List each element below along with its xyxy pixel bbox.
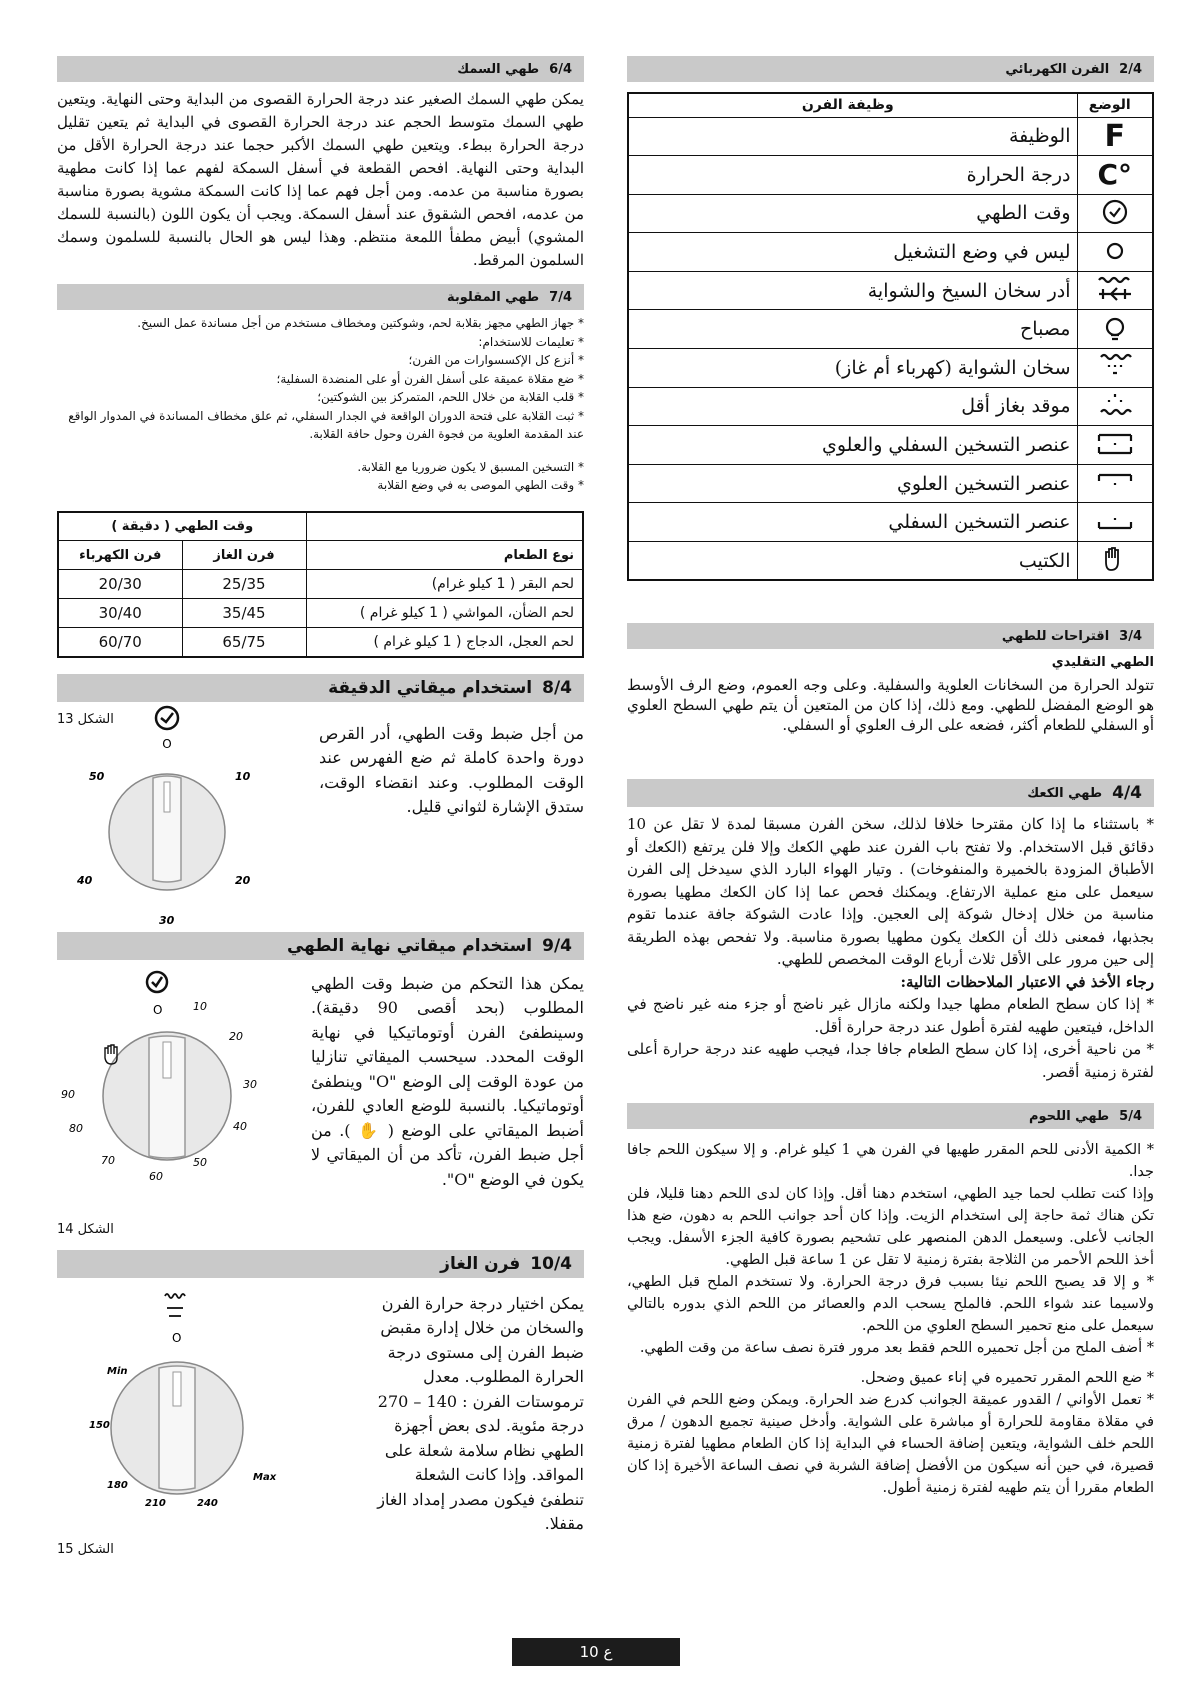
- table-row: [628, 542, 1153, 581]
- table-row: [628, 387, 1153, 426]
- dial-marker: [173, 1372, 181, 1406]
- paragraph: تتولد الحرارة من السخانات العلوية والسفلية. وعلى وجه العموم، وضع الرف الأوسط هو الوضع المفضل للطهي. ومع ذلك، إذا كان من المتعين أن يتم طهي السطح العلوي أو السفلي للطعام أكثر، فضعه على الرف العلوي أو السفلي.: [627, 676, 1154, 735]
- clock-icon: [1095, 195, 1135, 229]
- table-row: [628, 194, 1153, 233]
- burner-icon: [1095, 388, 1135, 422]
- section-bar-suggestions: [627, 623, 1154, 649]
- dial-label-20: 20: [229, 1029, 243, 1043]
- dial-label-50: 50: [193, 1155, 207, 1169]
- section-number: 10/4: [530, 1253, 572, 1274]
- top-heat-icon: [1095, 465, 1135, 499]
- section-number: 9/4: [542, 935, 572, 956]
- suggestions-text: [627, 649, 1154, 735]
- section-title: استخدام ميقاتي نهاية الطهي: [286, 935, 533, 956]
- table-row: [628, 117, 1153, 156]
- dial-label-max: Max: [253, 1471, 277, 1483]
- table-row: [58, 599, 583, 628]
- section-bar-modes: [627, 56, 1154, 82]
- paragraph: * تعمل الأواني / القدور عميقة الجوانب كدرع ضد الحرارة. ويمكن وضع اللحم في الفرن في مقلاة مقاومة للحرارة أو مباشرة على الشواية. وأدخل صينية تجميع الدهون / مرق اللحم خلف الشواية، ويتعين إضافة الحساء في البداية إذا كان الطعام مطهيا لفترة زمنية قصيرة، في حين أنه سيكون من الأفضل إضافة الشربة في نصف الساعة الأخيرة إذا كان الطعام مقررا أن يتم طهيه لفترة زمنية أطول.: [627, 1392, 1154, 1497]
- section-title: الفرن الكهربائي: [1005, 61, 1110, 77]
- table-header-row: [58, 541, 583, 570]
- section-bar-meat: [627, 1103, 1154, 1129]
- gas-time-cell: 35/45: [182, 599, 306, 628]
- mode-label: عنصر التسخين العلوي: [628, 464, 1077, 503]
- section-number: 7/4: [549, 289, 572, 305]
- section-number: 4/4: [1112, 783, 1142, 804]
- section-bar-end-timer: [57, 932, 584, 960]
- mode-symbol-cell: [1077, 117, 1153, 156]
- bullet-item: * جهاز الطهي مجهز بقلابة لحم، وشوكتين ومخطاف مستخدم من أجل مساندة عمل السيخ.: [137, 316, 584, 330]
- section-bar-cake: [627, 779, 1154, 807]
- end-timer-dial[interactable]: [57, 968, 287, 1198]
- section-title: اقتراحات للطهي: [1001, 628, 1110, 644]
- dial-label-40: 40: [233, 1119, 247, 1133]
- bottom-heat-icon: [1095, 504, 1135, 538]
- minute-timer-text: من أجل ضبط وقت الطهي، أدر القرص دورة واحدة كاملة ثم ضع الفهرس عند الوقت المطلوب. وعند انقضاء الوقت، ستدق الإشارة لثواني قليل.: [319, 723, 584, 816]
- paragraph: * الكمية الأدنى للحم المقرر طهيها في الفرن هي 1 كيلو غرام. و إلا سيكون اللحم جافا جدا.: [627, 1142, 1154, 1181]
- grill-icon: [1095, 349, 1135, 383]
- col-food: نوع الطعام: [306, 541, 583, 570]
- bullet-item: * التسخين المسبق لا يكون ضروريا مع القلابة.: [357, 459, 584, 474]
- section-number: 5/4: [1119, 1108, 1142, 1124]
- mode-label: الكتيب: [628, 542, 1077, 581]
- spit-grill-icon: [1095, 272, 1135, 306]
- meat-text: [627, 1129, 1154, 1499]
- paragraph: * أضف الملح من أجل تحميره اللحم فقط بعد مرور فترة نصف ساعة من وقت الطهي.: [639, 1340, 1154, 1357]
- dial-label-50: 50: [89, 769, 105, 783]
- dial-marker: [163, 1042, 171, 1078]
- dial-label-10: 10: [235, 769, 251, 783]
- dial-label-150: 150: [89, 1419, 110, 1431]
- section-bar-fish: [57, 56, 584, 82]
- table-row: [628, 464, 1153, 503]
- group-header: وقت الطهي ( دقيقة ): [58, 512, 306, 541]
- bullet-item: * أنزع كل الإكسسوارات من الفرن؛: [408, 353, 584, 367]
- col-gas: فرن الغاز: [182, 541, 306, 570]
- mode-symbol-cell: [1077, 349, 1153, 388]
- mode-symbol-cell: [1077, 387, 1153, 426]
- table-row: [628, 233, 1153, 272]
- paragraph: * باستثناء ما إذا كان مقترحا خلافا لذلك، سخن الفرن مسبقا لمدة لا تقل عن 10 دقائق قبل الاستخدام. ولا تفتح باب الفرن عند طهي الكعك وإلا فلن يرتفع (الكعك أو الأطباق المزودة بالخميرة والمنفوخات) . وتيار الهواء البارد الذي سيدخل إلى الفرن سيعمل على منع عملية الارتفاع. ويمكنك فحص عما إذا كان الكعك مطهيا بصورة مناسبة من خلال إدخال شوكة إلى العجين. وإذا عادت الشوكة جافة عندما تقوم بجذبها، فمعنى ذلك أن الكعك يكون مطهيا بصورة مناسبة. ولا تفحص بهذه الطريقة إلى حين مرور على الأقل ثلاث أرباع الوقت المخصص للطهي.: [627, 815, 1154, 969]
- mode-label: مصباح: [628, 310, 1077, 349]
- paragraph: * إذا كان سطح الطعام مطها جيدا ولكنه مازال غير ناضج أو جزء منه غير ناضج في الداخل، فيتعين طهيه لفترة أطول عند درجة حرارة أقل.: [627, 995, 1154, 1036]
- table-row: [58, 570, 583, 599]
- mode-symbol-cell: [1077, 194, 1153, 233]
- dial-label-70: 70: [101, 1153, 115, 1167]
- mode-symbol-cell: [1077, 271, 1153, 310]
- rotisserie-notes: [57, 444, 584, 495]
- mode-label: وقت الطهي: [628, 194, 1077, 233]
- mode-symbol-cell: [1077, 233, 1153, 272]
- fish-text: يمكن طهي السمك الصغير عند درجة الحرارة القصوى من البداية وحتى النهاية. ويتعين طهي السمك متوسط الحجم عند درجة الحرارة القصوى في البداية ثم يتعين تقليل درجة الحرارة ببطء. ويتعين طهي السمك الأكبر حجما عند درجة الحرارة الأقل من البداية وحتى النهاية. افحص القطعة في أسفل السمكة لفهم عما إذا كانت مطهية بصورة مناسبة من عدمه. ومن أجل فهم عما إذا كانت السمكة مشوية بصورة مناسبة من عدمه، افحص الشقوق عند أسفل السمكة. ويجب أن يكون اللون (بالنسبة للسمك المشوي) أبيض مطفأ اللمعة منتظم. وهذا ليس هو الحال بالنسبة للسلمون وسمك السلمون المرقط.: [57, 90, 584, 269]
- col-electric: فرن الكهرباء: [58, 541, 182, 570]
- dial-label-0: O: [153, 1002, 163, 1017]
- gas-time-cell: 65/75: [182, 628, 306, 657]
- mode-label: عنصر التسخين السفلي والعلوي: [628, 426, 1077, 465]
- dial-label-90: 90: [61, 1087, 75, 1101]
- bullet-item: * تعليمات للاستخدام:: [478, 334, 584, 349]
- mode-symbol-cell: [1077, 156, 1153, 195]
- dial-label-10: 10: [193, 999, 207, 1013]
- section-bar-gas-oven: [57, 1250, 584, 1278]
- lamp-icon: [1095, 311, 1135, 345]
- dial-label-60: 60: [149, 1169, 163, 1183]
- clock-icon: [147, 972, 167, 992]
- dial-label-240: 240: [197, 1497, 218, 1509]
- dial-label-30: 30: [243, 1077, 257, 1091]
- mode-symbol-cell: [1077, 464, 1153, 503]
- food-cell: لحم العجل، الدجاج ( 1 كيلو غرام ): [306, 628, 583, 657]
- figure-label: الشكل 15: [57, 1541, 114, 1557]
- col-function: وظيفة الفرن: [628, 93, 1077, 117]
- mode-label: الوظيفة: [628, 117, 1077, 156]
- col-mode: الوضع: [1077, 93, 1153, 117]
- dial-label-0: O: [162, 736, 172, 751]
- mode-label: ليس في وضع التشغيل: [628, 233, 1077, 272]
- end-timer-block: [57, 960, 584, 1250]
- function-icon: F: [1104, 118, 1125, 154]
- paragraph: وإذا كنت تطلب لحما جيد الطهي، استخدم دهنا أقل. وإذا كان لدى اللحم دهنا قليلا، فلن تكن هناك ثمة حاجة إلى استخدام الزيت. وإذا كان أحد جوانب اللحم به دهون، ضع هذا الجانب لأعلى. وسيعمل الدهن المنصهر على تشحيم بصورة كافية الجزء الأسفل. ويجب أخذ اللحم الأحمر من الثلاجة بفترة زمنية لا تقل عن 1 ساعة قبل الطهي.: [627, 1186, 1154, 1269]
- table-row: [628, 156, 1153, 195]
- section-title: طهي المقلوبة: [447, 289, 540, 305]
- section-bar-minute-timer: [57, 674, 584, 702]
- bullet-item: * ضع مقلاة عميقة على أسفل الفرن أو على المنضدة السفلية؛: [276, 371, 584, 386]
- table-row: [628, 503, 1153, 542]
- table-header-row: [628, 93, 1153, 117]
- page-number: ع 10: [512, 1638, 680, 1666]
- section-title: طهي الكعك: [1027, 785, 1103, 801]
- food-cell: لحم الضأن، المواشي ( 1 كيلو غرام ): [306, 599, 583, 628]
- gas-oven-text: يمكن اختيار درجة حرارة الفرن والسخان من خلال إدارة مقبض ضبط الفرن إلى مستوى درجة الحرارة المطلوب. معدل ترموستات الفرن : 140 – 270 درجة مئوية. لدى بعض أجهزة الطهي نظام سلامة شعلة على المواقد. وإذا كانت الشعلة تنطفئ فيكون مصدر إمداد الغاز مقفلا.: [377, 1293, 584, 1533]
- table-row: [628, 310, 1153, 349]
- gas-oven-block: [57, 1278, 584, 1618]
- mode-label: موقد بغاز أقل: [628, 387, 1077, 426]
- dial-label-30: 30: [159, 913, 175, 927]
- mode-symbol-cell: [1077, 310, 1153, 349]
- mode-label: سخان الشواية (كهرباء أم غاز): [628, 349, 1077, 388]
- table-header-row: [58, 512, 583, 541]
- dial-label-20: 20: [235, 873, 251, 887]
- gas-thermostat-dial[interactable]: [57, 1288, 287, 1528]
- gas-time-cell: 25/35: [182, 570, 306, 599]
- hand-icon: [1095, 542, 1135, 576]
- subheading: رجاء الأخذ في الاعتبار الملاحظات التالية:: [900, 972, 1154, 991]
- minute-timer-dial[interactable]: [57, 702, 277, 930]
- right-column: [627, 56, 1154, 1499]
- food-cell: لحم البقر ( 1 كيلو غرام): [306, 570, 583, 599]
- burner-icon: [165, 1294, 185, 1316]
- section-bar-rotisserie: [57, 284, 584, 310]
- section-number: 3/4: [1119, 628, 1142, 644]
- dial-label-180: 180: [107, 1479, 128, 1491]
- table-row: [628, 426, 1153, 465]
- cake-text: [627, 807, 1154, 1083]
- rotisserie-instructions: [57, 310, 584, 444]
- electric-time-cell: 30/40: [58, 599, 182, 628]
- section-title: طهي السمك: [457, 61, 540, 77]
- paragraph: * من ناحية أخرى، إذا كان سطح الطعام جافا جدا، فيجب طهيه عند درجة حرارة أعلى لفترة زمنية أقصر.: [627, 1040, 1154, 1081]
- end-timer-text: يمكن هذا التحكم من ضبط وقت الطهي المطلوب (بحد أقصى 90 دقيقة). وسينطفئ الفرن أوتوماتيكيا في نهاية الوقت المحدد. سيحسب الميقاتي تنازليا من عودة الوقت إلى الوضع "O" وينطفئ أوتوماتيكيا. بالنسبة للوضع العادي للفرن، أضبط الميقاتي على الوضع ( ✋ ). من أجل ضبط الفرن، تأكد من أن الميقاتي لا يكون في الوضع "O".: [311, 973, 585, 1189]
- section-number: 8/4: [542, 677, 572, 698]
- mode-symbol-cell: [1077, 426, 1153, 465]
- oven-modes-table: [627, 92, 1154, 581]
- dial-marker: [164, 782, 170, 812]
- dial-label-off: O: [172, 1330, 182, 1345]
- mode-label: أدر سخان السيخ والشواية: [628, 271, 1077, 310]
- bullet-item: * وقت الطهي الموصى به في وضع القلابة: [377, 478, 584, 492]
- mode-symbol-cell: [1077, 503, 1153, 542]
- section-title: استخدام ميقاتي الدقيقة: [328, 677, 533, 698]
- off-icon: [1095, 234, 1135, 268]
- empty-cell: [306, 512, 583, 541]
- dial-label-80: 80: [69, 1121, 83, 1135]
- section-title: طهي اللحوم: [1028, 1108, 1110, 1124]
- electric-time-cell: 20/30: [58, 570, 182, 599]
- figure-label: الشكل 14: [57, 1221, 114, 1237]
- mode-label: عنصر التسخين السفلي: [628, 503, 1077, 542]
- dial-label-210: 210: [145, 1497, 166, 1509]
- table-row: [628, 271, 1153, 310]
- table-row: [628, 349, 1153, 388]
- clock-icon: [156, 707, 178, 729]
- section-number: 6/4: [549, 61, 572, 77]
- section-number: 2/4: [1119, 61, 1142, 77]
- figure-label: الشكل 13: [57, 711, 114, 727]
- paragraph: * ضع اللحم المقرر تحميره في إناء عميق وضحل.: [860, 1370, 1154, 1387]
- mode-symbol-cell: [1077, 542, 1153, 581]
- mode-label: درجة الحرارة: [628, 156, 1077, 195]
- temperature-icon: °C: [1097, 158, 1133, 192]
- bullet-item: * قلب القلابة من خلال اللحم، المتمركز بين الشوكتين؛: [317, 390, 584, 404]
- left-column: [57, 56, 584, 1618]
- electric-time-cell: 60/70: [58, 628, 182, 657]
- section-title: فرن الغاز: [440, 1253, 521, 1274]
- rotisserie-time-table: [57, 511, 584, 658]
- dial-label-min: Min: [107, 1365, 128, 1377]
- dial-label-40: 40: [77, 873, 93, 887]
- table-row: [58, 628, 583, 657]
- paragraph: * و إلا قد يصبح اللحم نيئا بسبب فرق درجة الحرارة. ولا تستخدم الملح قبل الطهي، ولاسيما عند شواء اللحم. فالملح يسحب الدم والعصائر من اللحم الذي بدوره بالتالي سيعمل على منع تحمير السطح العلوي من اللحم.: [627, 1274, 1154, 1335]
- minute-timer-block: [57, 702, 584, 932]
- top-bottom-heat-icon: [1095, 427, 1135, 461]
- subheading: الطهي التقليدي: [1051, 655, 1154, 671]
- bullet-item: * ثبت القلابة على فتحة الدوران الواقعة في الجدار السفلي، ثم علق مخطاف المساندة في المدوار الواقع عند المقدمة العلوية من فجوة الفرن وحول حافة القلابة.: [68, 408, 584, 441]
